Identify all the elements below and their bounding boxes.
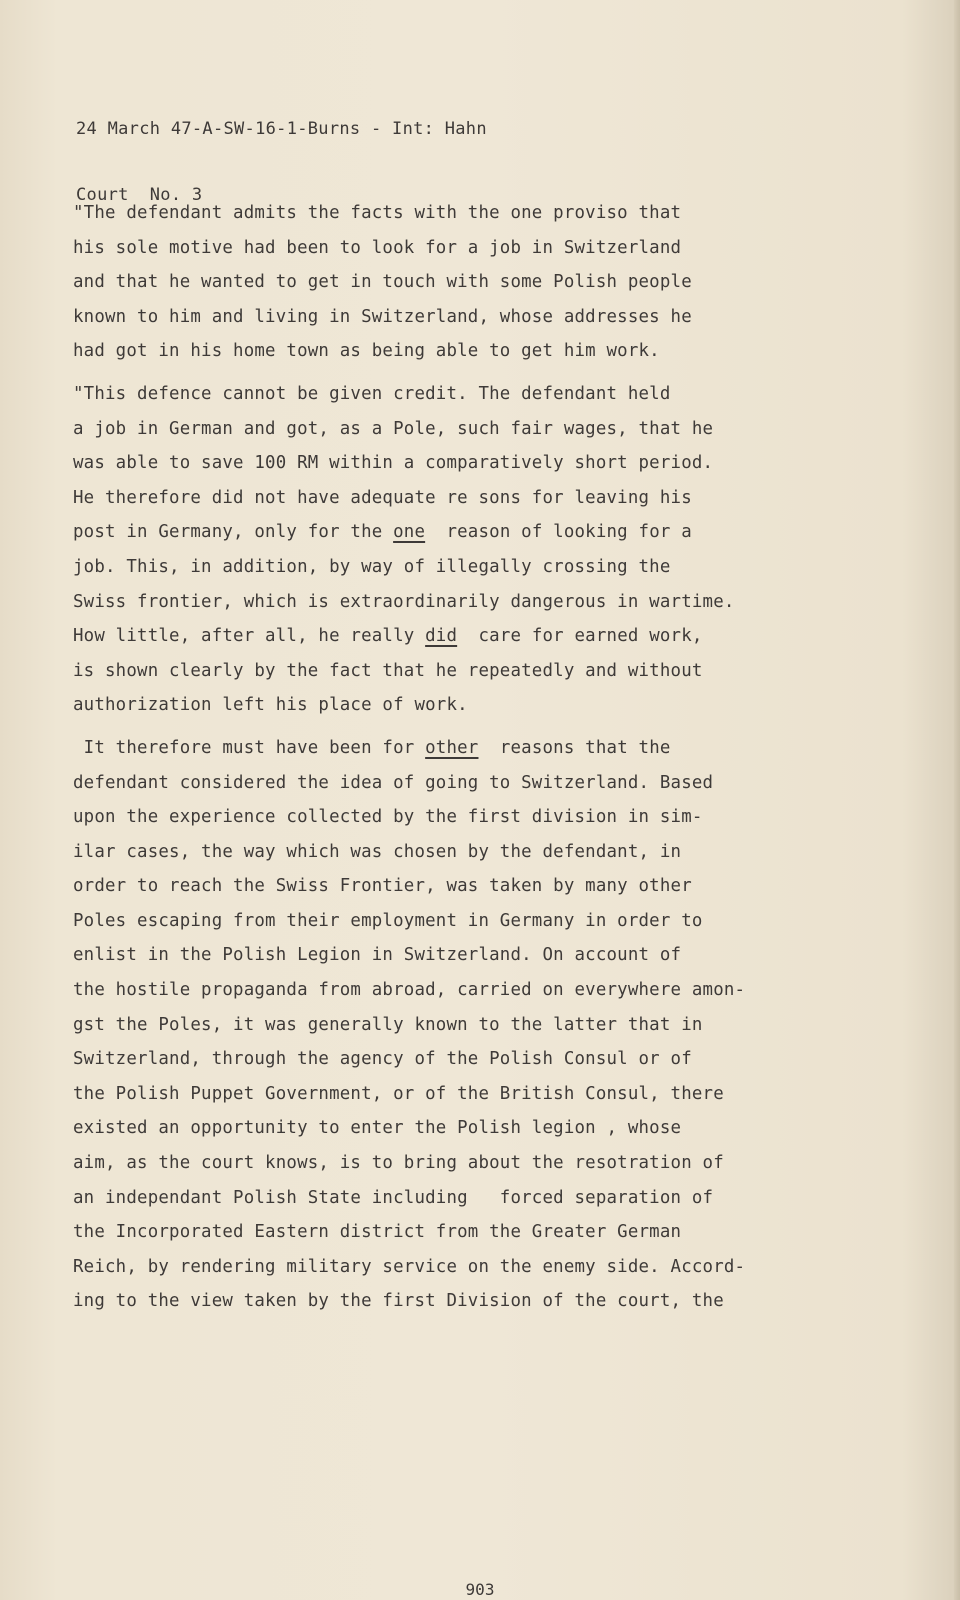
text-segment: is shown clearly by the fact that he repeatedly and without — [73, 660, 703, 681]
paragraph — [73, 377, 873, 723]
text-line — [73, 1146, 873, 1181]
underlined-word: other — [425, 737, 479, 758]
text-line — [73, 300, 873, 335]
text-segment: was able to save 100 RM within a comparatively short period. — [73, 453, 714, 474]
text-segment: his sole motive had been to look for a job in Switzerland — [73, 237, 682, 258]
paragraph — [73, 196, 873, 369]
paragraph-gap — [73, 369, 873, 377]
text-line — [73, 731, 873, 766]
text-segment: How little, after all, he really — [73, 626, 426, 647]
text-segment: existed an opportunity to enter the Polish legion , whose — [73, 1118, 682, 1139]
text-line — [73, 938, 873, 973]
text-segment: the hostile propaganda from abroad, carried on everywhere amon- — [73, 980, 746, 1001]
text-line — [73, 800, 873, 835]
text-line — [73, 1111, 873, 1146]
text-line — [73, 904, 873, 939]
text-segment: order to reach the Swiss Frontier, was taken by many other — [73, 876, 692, 897]
text-segment: Reich, by rendering military service on the enemy side. Accord- — [73, 1256, 746, 1277]
text-line — [73, 1181, 873, 1216]
text-segment: aim, as the court knows, is to bring about the resotration of — [73, 1153, 724, 1174]
header-line-1: 24 March 47-A-SW-16-1-Burns - Int: Hahn — [76, 119, 487, 139]
text-line — [73, 1250, 873, 1285]
text-line — [73, 334, 873, 369]
text-segment: ilar cases, the way which was chosen by the defendant, in — [73, 841, 682, 862]
text-segment: ing to the view taken by the first Division of the court, the — [73, 1291, 724, 1312]
text-segment: He therefore did not have adequate re sons for leaving his — [73, 487, 692, 508]
text-line — [73, 688, 873, 723]
text-segment: known to him and living in Switzerland, whose addresses he — [73, 306, 692, 327]
text-segment: an independant Polish State including forced separation of — [73, 1187, 714, 1208]
text-line — [73, 481, 873, 516]
text-segment: defendant considered the idea of going to Switzerland. Based — [73, 772, 714, 793]
body-text — [73, 196, 873, 1319]
text-segment: care for earned work, — [457, 626, 703, 647]
text-line — [73, 1077, 873, 1112]
text-line — [73, 654, 873, 689]
text-line — [73, 550, 873, 585]
page-number: 903 — [465, 1580, 495, 1599]
text-segment: "The defendant admits the facts with the one proviso that — [73, 203, 682, 223]
text-segment: a job in German and got, as a Pole, such fair wages, that he — [73, 418, 714, 439]
underlined-word: one — [393, 522, 426, 543]
page-edge — [954, 0, 960, 1600]
text-line — [73, 869, 873, 904]
text-segment: "This defence cannot be given credit. The defendant held — [73, 383, 671, 404]
text-line — [73, 585, 873, 620]
text-line — [73, 1008, 873, 1043]
text-line — [73, 196, 873, 231]
text-line — [73, 265, 873, 300]
text-segment: Swiss frontier, which is extraordinarily dangerous in wartime. — [73, 591, 735, 612]
text-segment: the Polish Puppet Government, or of the British Consul, there — [73, 1083, 724, 1104]
text-line — [73, 412, 873, 447]
text-segment: had got in his home town as being able to get him work. — [73, 341, 660, 362]
text-segment: reason of looking for a — [425, 522, 692, 543]
text-segment: enlist in the Polish Legion in Switzerland. On account of — [73, 945, 682, 966]
text-segment: post in Germany, only for the — [73, 522, 394, 543]
text-line — [73, 766, 873, 801]
text-segment: and that he wanted to get in touch with some Polish people — [73, 272, 692, 293]
text-line — [73, 1215, 873, 1250]
text-line — [73, 1284, 873, 1319]
underlined-word: did — [425, 626, 458, 647]
header-line-2: Court No. 3 — [76, 185, 203, 205]
text-segment: the Incorporated Eastern district from the Greater German — [73, 1222, 682, 1243]
text-line — [73, 835, 873, 870]
paragraph — [73, 731, 873, 1319]
text-segment: authorization left his place of work. — [73, 695, 468, 716]
text-segment: Switzerland, through the agency of the Polish Consul or of — [73, 1049, 692, 1070]
text-line — [73, 515, 873, 550]
text-line — [73, 231, 873, 266]
text-line — [73, 377, 873, 412]
text-segment: job. This, in addition, by way of illegally crossing the — [73, 556, 671, 577]
paragraph-gap — [73, 723, 873, 731]
text-segment: Poles escaping from their employment in Germany in order to — [73, 910, 703, 931]
text-segment: gst the Poles, it was generally known to the latter that in — [73, 1014, 703, 1035]
text-line — [73, 446, 873, 481]
text-segment: upon the experience collected by the first division in sim- — [73, 807, 703, 828]
text-line — [73, 973, 873, 1008]
text-line — [73, 619, 873, 654]
text-line — [73, 1042, 873, 1077]
text-segment: reasons that the — [478, 737, 671, 758]
text-segment: It therefore must have been for — [73, 737, 426, 758]
